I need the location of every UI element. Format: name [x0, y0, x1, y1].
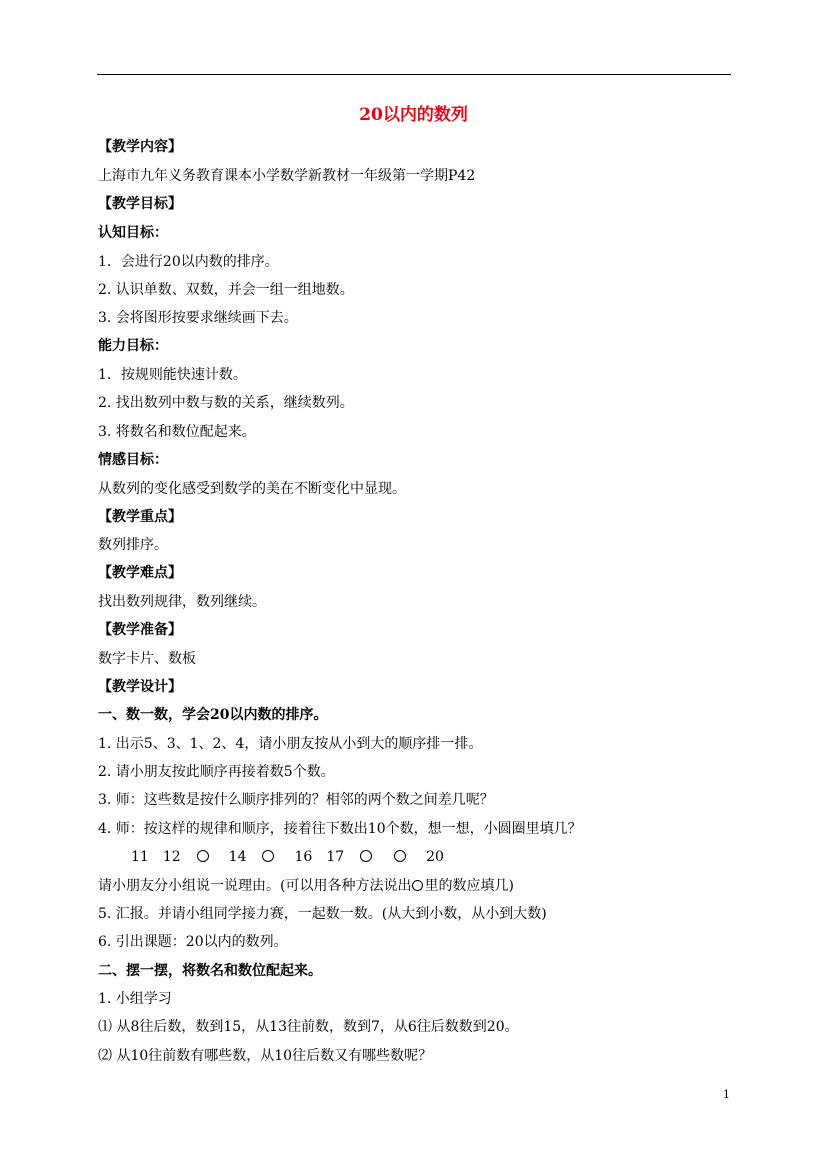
section-heading: 【教学准备】	[98, 622, 182, 638]
text-line: 数列排序。	[98, 537, 168, 553]
text-line: 从数列的变化感受到数学的美在不断变化中显现。	[98, 481, 406, 497]
text-line: 数字卡片、数板	[98, 651, 196, 667]
reason-line	[98, 877, 514, 895]
header-rule	[97, 74, 731, 75]
section-heading: 【教学内容】	[98, 139, 182, 155]
sequence-number: 11	[131, 849, 149, 865]
section-heading: 一、数一数，学会20以内数的排序。	[98, 707, 328, 723]
reason-text-after: 里的数应填几)	[424, 878, 514, 894]
text-line: 3. 将数名和数位配起来。	[98, 424, 256, 440]
circle-icon	[412, 880, 423, 891]
text-line: 1．按规则能快速计数。	[98, 367, 247, 383]
section-heading: 情感目标：	[98, 452, 168, 468]
text-line: ⑴ 从8往后数，数到15，从13往前数，数到7，从6往后数数到20。	[98, 1019, 519, 1035]
section-heading: 【教学重点】	[98, 509, 182, 525]
text-line: 2. 请小朋友按此顺序再接着数5个数。	[98, 764, 335, 780]
reason-text-before: 请小朋友分小组说一说理由。(可以用各种方法说出	[98, 878, 412, 894]
sequence-number: 12	[162, 849, 181, 865]
blank-circle-icon	[262, 850, 274, 862]
section-heading: 【教学目标】	[98, 196, 182, 212]
section-heading: 【教学难点】	[98, 565, 182, 581]
text-line: 5. 汇报。并请小组同学接力赛，一起数一数。(从大到小数，从小到大数)	[98, 906, 547, 922]
section-heading: 二、摆一摆，将数名和数位配起来。	[98, 963, 322, 979]
page-title: 20以内的数列	[359, 105, 468, 125]
text-line: 上海市九年义务教育课本小学数学新教材一年级第一学期P42	[98, 168, 476, 184]
sequence-number: 20	[426, 849, 444, 865]
sequence-number: 16	[294, 849, 313, 865]
section-heading: 认知目标：	[98, 225, 168, 241]
section-heading: 【教学设计】	[98, 679, 182, 695]
text-line: 1. 小组学习	[98, 991, 172, 1007]
number-sequence	[131, 848, 458, 866]
blank-circle-icon	[197, 850, 209, 862]
blank-circle-icon	[360, 850, 372, 862]
text-line: 2. 找出数列中数与数的关系，继续数列。	[98, 395, 354, 411]
text-line: 3. 师：这些数是按什么顺序排列的？相邻的两个数之间差几呢？	[98, 792, 494, 808]
text-line: 找出数列规律，数列继续。	[98, 594, 266, 610]
section-heading: 能力目标：	[98, 338, 168, 354]
page-number: 1	[723, 1088, 730, 1101]
text-line: 3. 会将图形按要求继续画下去。	[98, 310, 298, 326]
text-line: 2. 认识单数、双数，并会一组一组地数。	[98, 282, 354, 298]
text-line: 4. 师：按这样的规律和顺序，接着往下数出10个数，想一想，小圆圈里填几？	[98, 821, 582, 837]
sequence-number: 14	[228, 849, 247, 865]
sequence-number: 17	[326, 849, 345, 865]
blank-circle-icon	[394, 850, 406, 862]
text-line: 1. 出示5、3、1、2、4，请小朋友按从小到大的顺序排一排。	[98, 736, 483, 752]
text-line: ⑵ 从10往前数有哪些数，从10往后数又有哪些数呢？	[98, 1048, 433, 1064]
text-line: 6. 引出课题：20以内的数列。	[98, 934, 288, 950]
text-line: 1．会进行20以内数的排序。	[98, 254, 279, 270]
